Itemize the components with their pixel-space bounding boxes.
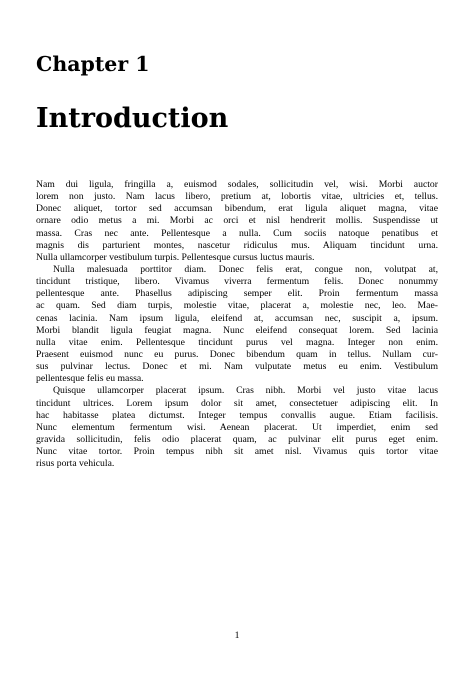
text-line: gravida sollicitudin, felis odio placerat quam, ac pulvinar elit purus eget enim. — [36, 433, 438, 445]
text-line: Nunc vitae tortor. Proin tempus nibh sit amet nisl. Vivamus quis tortor vitae — [36, 446, 438, 458]
text-line: lorem non justo. Nam lacus libero, pretium at, lobortis vitae, ultricies et, tellus. — [36, 191, 438, 203]
text-line: massa. Cras nec ante. Pellentesque a nulla. Cum sociis natoque penatibus et — [36, 227, 438, 239]
text-line: Nulla malesuada porttitor diam. Donec felis erat, congue non, volutpat at, — [53, 263, 438, 275]
text-line: cenas lacinia. Nam ipsum ligula, eleifend at, accumsan nec, suscipit a, ipsum. — [36, 312, 438, 324]
text-line: Donec aliquet, tortor sed accumsan bibendum, erat ligula aliquet magna, vitae — [36, 203, 438, 215]
paragraph — [36, 179, 438, 264]
text-line: tincidunt tristique, libero. Vivamus viverra fermentum felis. Donec nonummy — [36, 276, 438, 288]
text-line: Praesent euismod nunc eu purus. Donec bibendum quam in tellus. Nullam cur- — [36, 348, 438, 360]
chapter-title: Introduction — [36, 103, 229, 134]
text-line: ac quam. Sed diam turpis, molestie vitae, placerat a, molestie nec, leo. Mae- — [36, 300, 438, 312]
text-line: ornare odio metus a mi. Morbi ac orci et nisl hendrerit mollis. Suspendisse ut — [36, 215, 438, 227]
text-line: risus porta vehicula. — [36, 458, 115, 470]
text-line: pellentesque felis eu massa. — [36, 373, 144, 385]
chapter-label: Chapter 1 — [36, 52, 150, 76]
paragraph — [36, 264, 438, 385]
text-line: Nunc elementum fermentum wisi. Aenean placerat. Ut imperdiet, enim sed — [36, 421, 438, 433]
text-line: magnis dis parturient montes, nascetur ridiculus mus. Aliquam tincidunt urna. — [36, 239, 438, 251]
text-line: Morbi blandit ligula feugiat magna. Nunc eleifend consequat lorem. Sed lacinia — [36, 324, 438, 336]
text-line: Quisque ullamcorper placerat ipsum. Cras nibh. Morbi vel justo vitae lacus — [53, 385, 438, 397]
text-line: Nulla ullamcorper vestibulum turpis. Pellentesque cursus luctus mauris. — [36, 251, 315, 263]
page-number: 1 — [234, 630, 240, 641]
paragraph — [36, 385, 438, 470]
text-line: pellentesque ante. Phasellus adipiscing semper elit. Proin fermentum massa — [36, 288, 438, 300]
text-line: tincidunt ultrices. Lorem ipsum dolor sit amet, consectetuer adipiscing elit. In — [36, 397, 438, 409]
body-text — [36, 179, 438, 470]
text-line: sus pulvinar lectus. Donec et mi. Nam vulputate metus eu enim. Vestibulum — [36, 361, 438, 373]
text-line: nulla vitae enim. Pellentesque tincidunt purus vel magna. Integer non enim. — [36, 336, 438, 348]
text-line: Nam dui ligula, fringilla a, euismod sodales, sollicitudin vel, wisi. Morbi auctor — [36, 179, 438, 190]
text-line: hac habitasse platea dictumst. Integer tempus convallis augue. Etiam facilisis. — [36, 409, 438, 421]
